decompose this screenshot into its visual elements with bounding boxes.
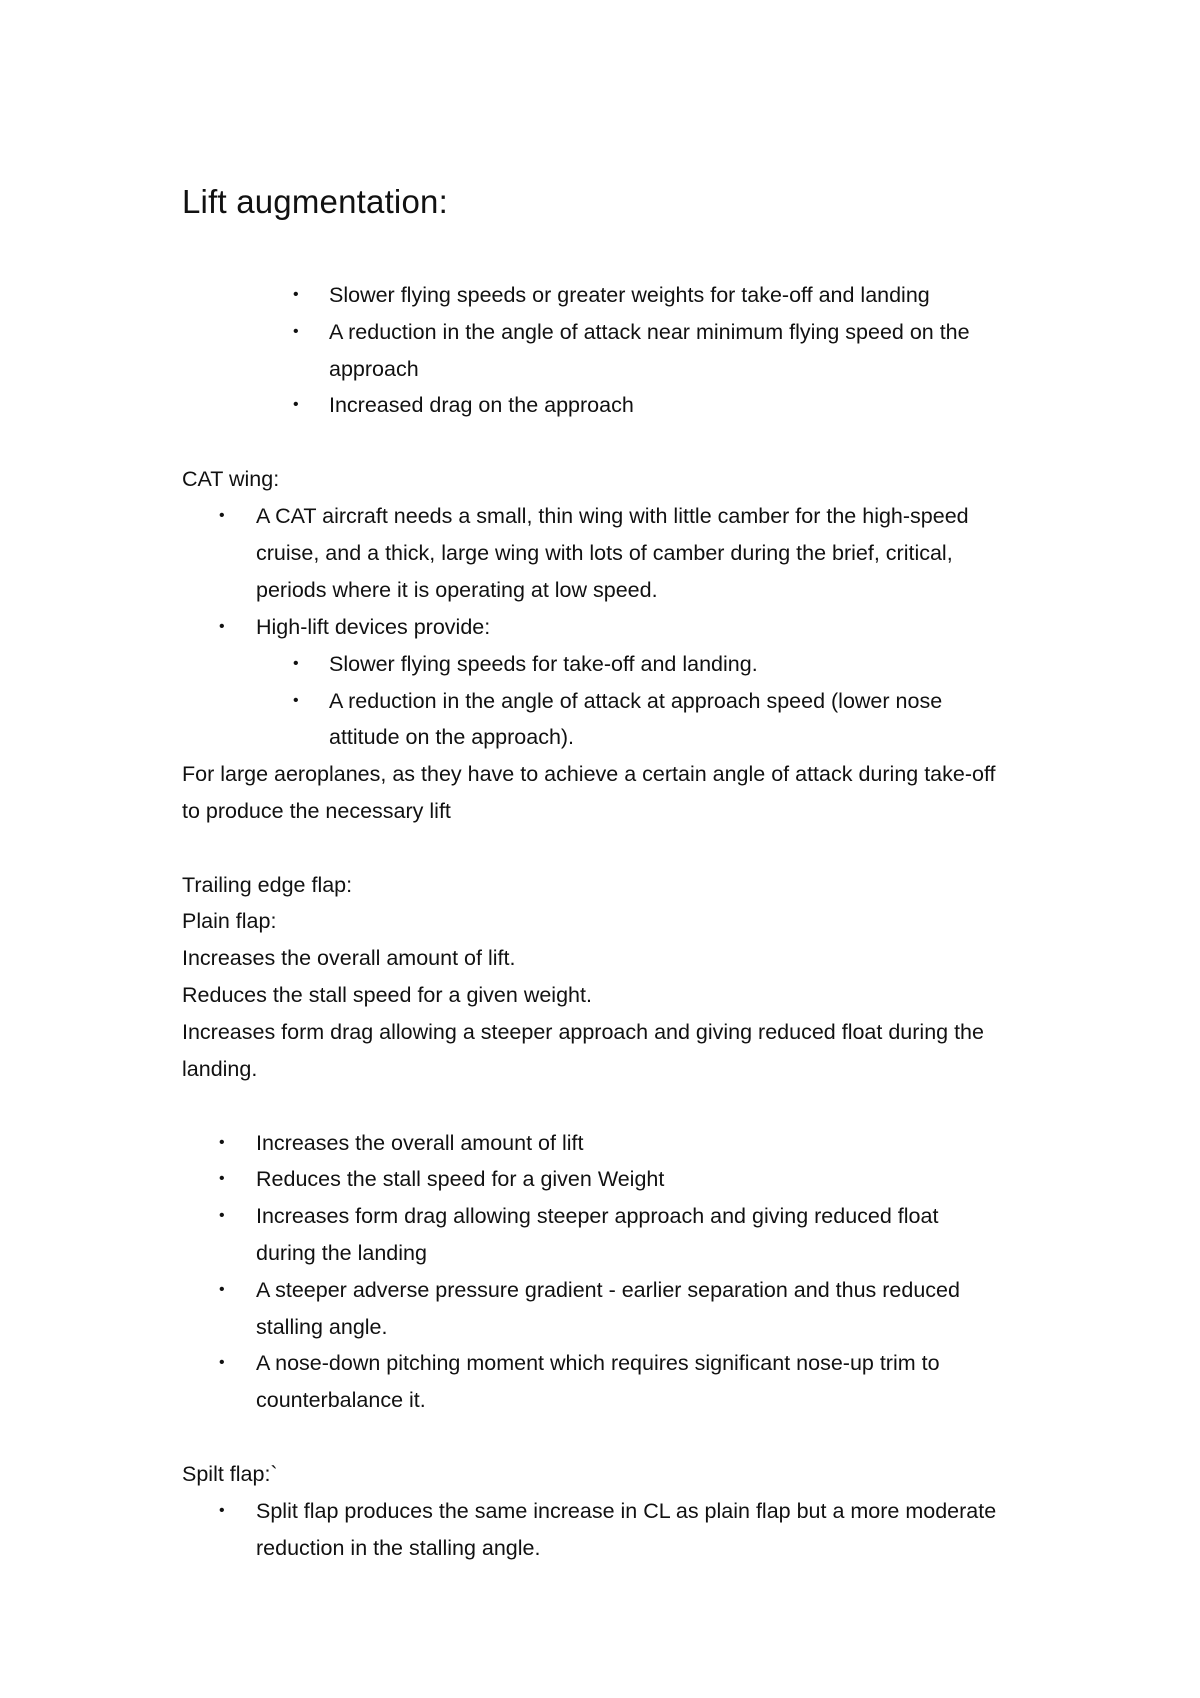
bullet-icon: • [219, 1502, 225, 1519]
paragraph-line: to produce the necessary lift [182, 799, 451, 823]
list-item: A reduction in the angle of attack near minimum flying speed on the [329, 320, 970, 344]
bullet-icon: • [293, 323, 299, 340]
bullet-icon: • [293, 396, 299, 413]
list-item: Increased drag on the approach [329, 393, 634, 417]
sub-list-item: A reduction in the angle of attack at approach speed (lower nose [329, 689, 943, 713]
bullet-icon: • [219, 618, 225, 635]
list-item: Increases the overall amount of lift [256, 1131, 584, 1155]
list-item-continuation: during the landing [256, 1241, 427, 1265]
bullet-icon: • [219, 1354, 225, 1371]
list-item: A CAT aircraft needs a small, thin wing with little camber for the high-speed [256, 504, 969, 528]
paragraph-line: For large aeroplanes, as they have to achieve a certain angle of attack during take-off [182, 762, 996, 786]
bullet-icon: • [293, 286, 299, 303]
paragraph-line: landing. [182, 1057, 258, 1081]
section-heading: CAT wing: [182, 467, 280, 491]
list-item-continuation: cruise, and a thick, large wing with lots of camber during the brief, critical, [256, 541, 953, 565]
section-heading: Trailing edge flap: [182, 873, 353, 897]
list-item-continuation: reduction in the stalling angle. [256, 1536, 541, 1560]
section-heading: Spilt flap:` [182, 1462, 278, 1486]
section-subheading: Plain flap: [182, 909, 277, 933]
paragraph-line: Increases the overall amount of lift. [182, 946, 516, 970]
list-item: Reduces the stall speed for a given Weight [256, 1167, 665, 1191]
bullet-icon: • [219, 1170, 225, 1187]
bullet-icon: • [219, 1134, 225, 1151]
list-item-continuation: periods where it is operating at low speed. [256, 578, 658, 602]
list-item: High-lift devices provide: [256, 615, 491, 639]
list-item: A nose-down pitching moment which requires significant nose-up trim to [256, 1351, 940, 1375]
list-item-continuation: stalling angle. [256, 1315, 388, 1339]
paragraph-line: Reduces the stall speed for a given weight. [182, 983, 592, 1007]
list-item-continuation: counterbalance it. [256, 1388, 426, 1412]
list-item: Slower flying speeds or greater weights for take-off and landing [329, 283, 930, 307]
bullet-icon: • [219, 507, 225, 524]
bullet-icon: • [219, 1281, 225, 1298]
bullet-icon: • [219, 1207, 225, 1224]
sub-list-item-continuation: attitude on the approach). [329, 725, 575, 749]
bullet-icon: • [293, 692, 299, 709]
page-title: Lift augmentation: [182, 183, 448, 220]
list-item: A steeper adverse pressure gradient - earlier separation and thus reduced [256, 1278, 960, 1302]
paragraph-line: Increases form drag allowing a steeper approach and giving reduced float during the [182, 1020, 984, 1044]
bullet-icon: • [293, 655, 299, 672]
list-item: Increases form drag allowing steeper approach and giving reduced float [256, 1204, 939, 1228]
list-item: Split flap produces the same increase in CL as plain flap but a more moderate [256, 1499, 997, 1523]
list-item-continuation: approach [329, 357, 419, 381]
sub-list-item: Slower flying speeds for take-off and landing. [329, 652, 758, 676]
